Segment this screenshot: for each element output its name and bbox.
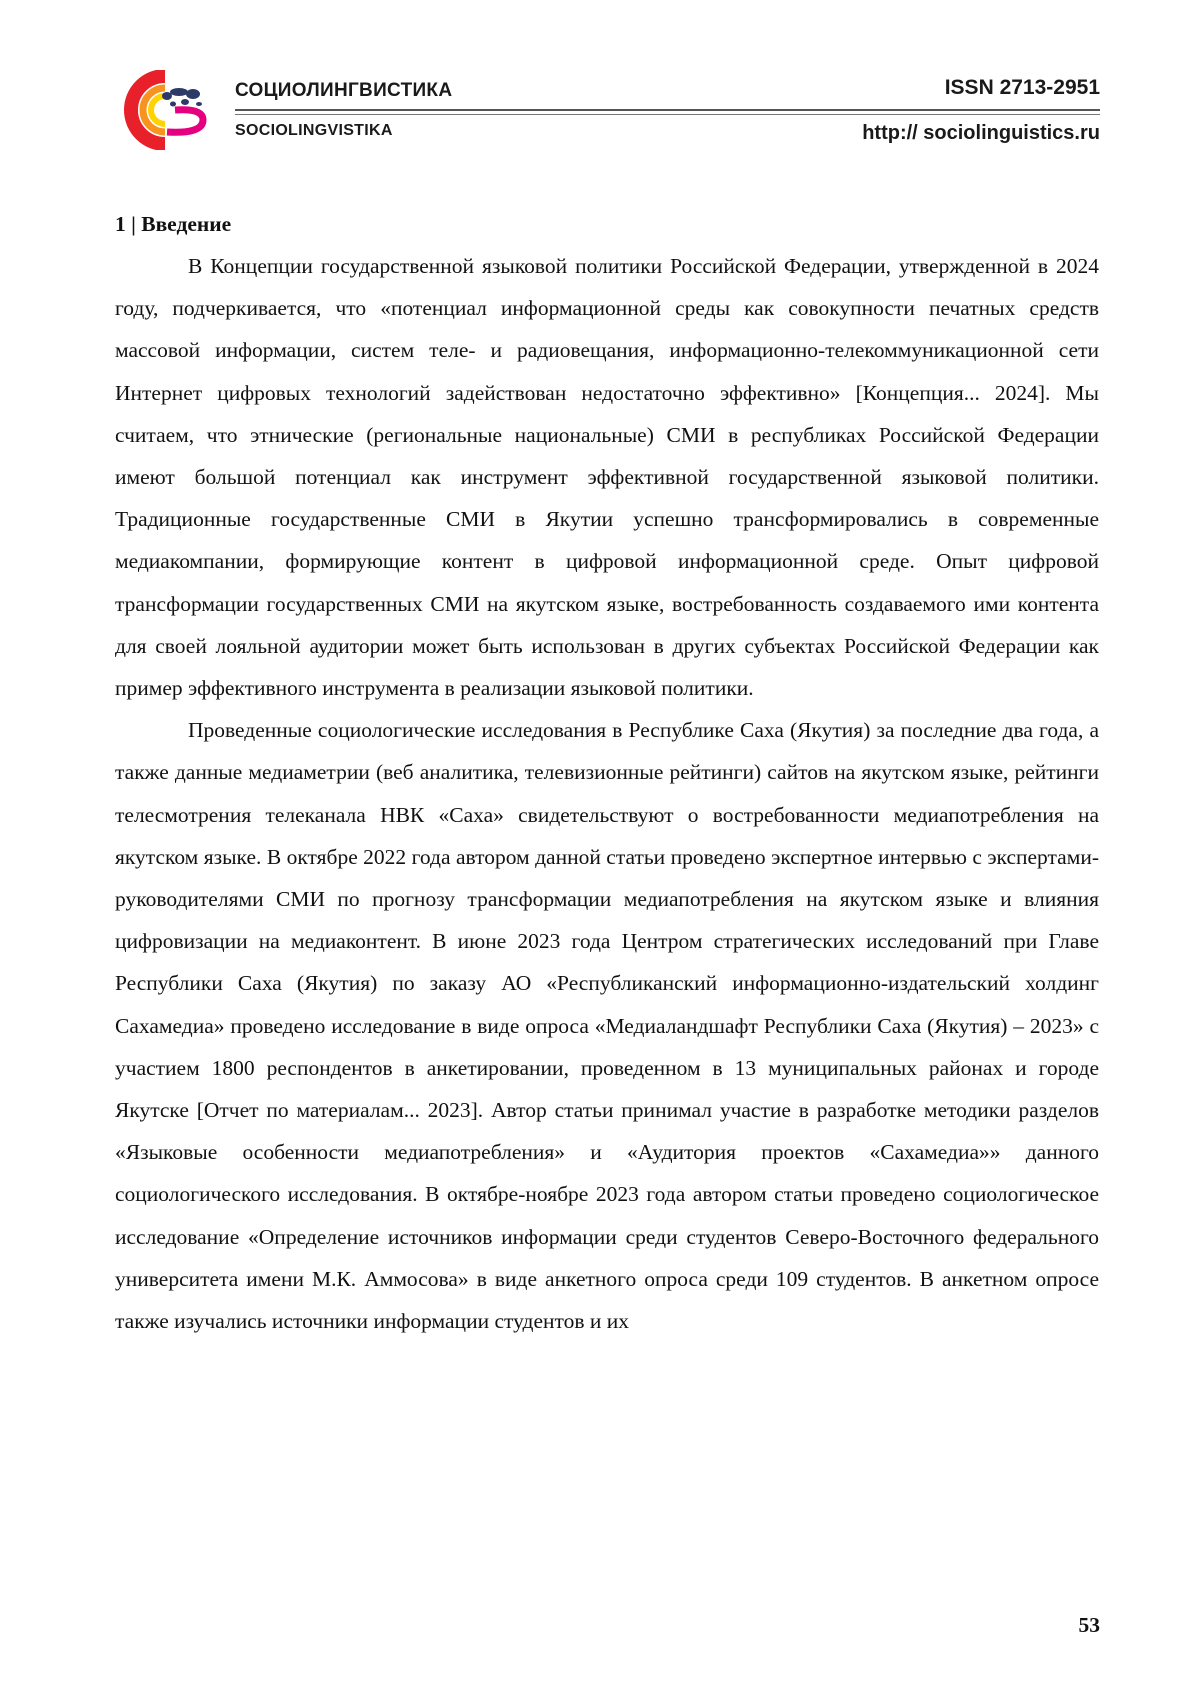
issn-label: ISSN 2713-2951 — [944, 76, 1100, 99]
page-header — [115, 70, 1100, 160]
article-body — [115, 203, 1099, 1342]
journal-url-link[interactable]: http:// sociolinguistics.ru — [862, 122, 1100, 144]
page-number: 53 — [1078, 1613, 1100, 1637]
header-rule-bottom — [235, 114, 1100, 115]
journal-logo-icon — [115, 70, 215, 150]
section-heading: 1 | Введение — [115, 212, 232, 236]
paragraph: В Концепции государственной языковой политики Российской Федерации, утвержденной в 2024 году, подчеркивается, что «потенциал информационной среды как совокупности печатных средств массовой информации, систем теле- и радиовещания, информационно-телекоммуникационной сети Интернет цифровых технологий задействован недостаточно эффективно» [Концепция... 2024]. Мы считаем, что этнические (региональные национальные) СМИ в республиках Российской Федерации имеют большой потенциал как инструмент эффективной государственной языковой политики. Традиционные государственные СМИ в Якутии успешно трансформировались в современные медиакомпании, формирующие контент в цифровой информационной среде. Опыт цифровой трансформации государственных СМИ на якутском языке, востребованность создаваемого ими контента для своей лояльной аудитории может быть использован в других субъектах Российской Федерации как пример эффективного инструмента в реализации языковой политики. — [115, 254, 1099, 701]
header-rule-top — [235, 109, 1100, 111]
paragraph: Проведенные социологические исследования в Республике Саха (Якутия) за последние два года, а также данные медиаметрии (веб аналитика, телевизионные рейтинги) сайтов на якутском языке, рейтинги телесмотрения телеканала НВК «Саха» свидетельствуют о востребованности медиапотребления на якутском языке. В октябре 2022 года автором данной статьи проведено экспертное интервью с экспертами-руководителями СМИ по прогнозу трансформации медиапотребления на якутском языке и влияния цифровизации на медиаконтент. В июне 2023 года Центром стратегических исследований при Главе Республики Саха (Якутия) по заказу АО «Республиканский информационно-издательский холдинг Сахамедиа» проведено исследование в виде опроса «Медиаландшафт Республики Саха (Якутия) – 2023» с участием 1800 респондентов в анкетировании, проведенном в 13 муниципальных районах и городе Якутске [Отчет по материалам... 2023]. Автор статьи принимал участие в разработке методики разделов «Языковые особенности медиапотребления» и «Аудитория проектов «Сахамедиа»» данного социологического исследования. В октябре-ноябре 2023 года автором статьи проведено социологическое исследование «Определение источников информации среди студентов Северо-Восточного федерального университета имени М.К. Аммосова» в виде анкетного опроса среди 109 студентов. В анкетном опросе также изучались источники информации студентов и их — [115, 718, 1099, 1334]
journal-title-ru: СОЦИОЛИНГВИСТИКА — [235, 80, 453, 101]
journal-title-en: SOCIOLINGVISTIKA — [235, 122, 393, 139]
